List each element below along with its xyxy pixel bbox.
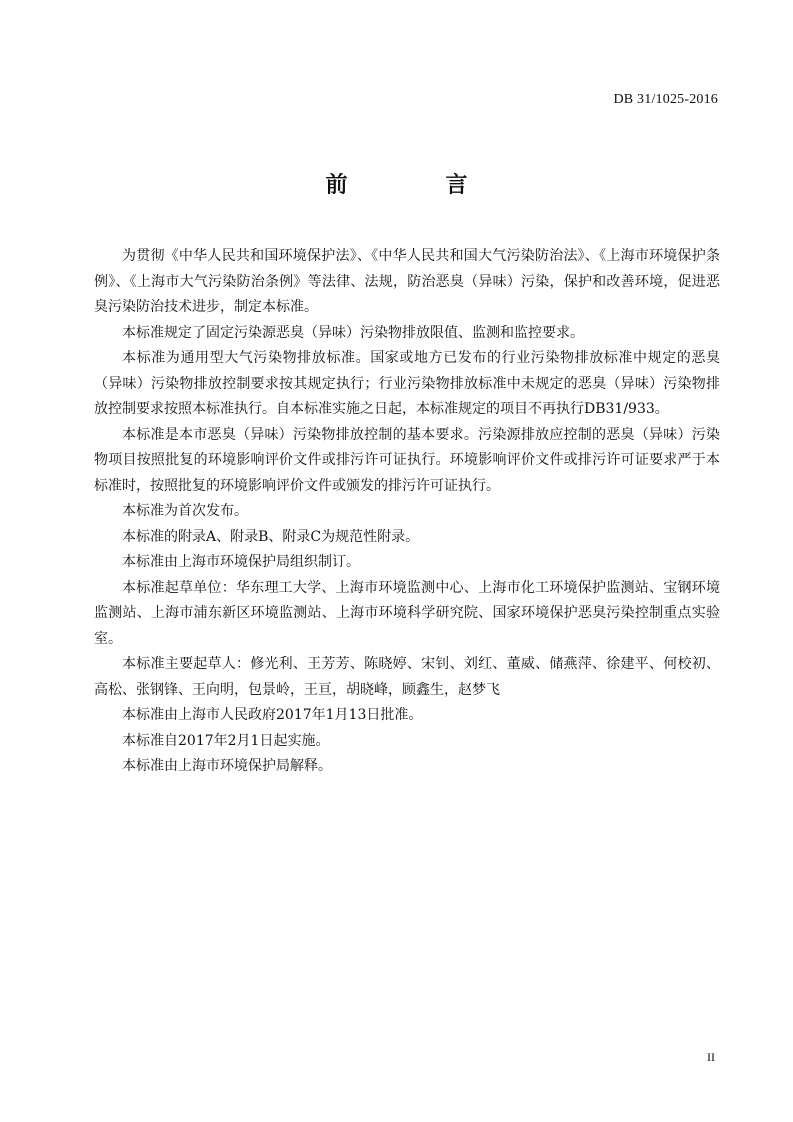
page-title: 前 言 bbox=[325, 173, 506, 198]
paragraph-drafting-units: 本标准起草单位：华东理工大学、上海市环境监测中心、上海市化工环境保护监测站、宝钢环境监测站、上海市浦东新区环境监测站、上海市环境科学研究院、国家环境保护恶臭污染控制重点实验室。 bbox=[94, 579, 720, 647]
paragraph-first-release: 本标准为首次发布。 bbox=[122, 503, 248, 519]
foreword-body bbox=[94, 244, 720, 780]
page-number: II bbox=[707, 1050, 715, 1064]
standard-number: DB 31/1025-2016 bbox=[613, 92, 718, 107]
paragraph-organizer: 本标准由上海市环境保护局组织制订。 bbox=[122, 554, 360, 570]
paragraph-effective-date: 本标准自2017年2月1日起实施。 bbox=[122, 732, 330, 749]
paragraph-applicability: 本标准为通用型大气污染物排放标准。国家或地方已发布的行业污染物排放标准中规定的恶臭（异味）污染物排放控制要求按其规定执行；行业污染物排放标准中未规定的恶臭（异味）污染物排放控制要求按照本标准执行。自本标准实施之日起，本标准规定的项目不再执行DB31/933。 bbox=[94, 350, 720, 417]
paragraph-appendices: 本标准的附录A、附录B、附录C为规范性附录。 bbox=[122, 528, 420, 545]
paragraph-interpretation: 本标准由上海市环境保护局解释。 bbox=[122, 758, 332, 774]
paragraph-purpose: 为贯彻《中华人民共和国环境保护法》、《中华人民共和国大气污染防治法》、《上海市环境保护条例》、《上海市大气污染防治条例》等法律、法规，防治恶臭（异味）污染，保护和改善环境，促进恶臭污染防治技术进步，制定本标准。 bbox=[94, 248, 720, 315]
paragraph-basic-requirements: 本标准是本市恶臭（异味）污染物排放控制的基本要求。污染源排放应控制的恶臭（异味）污染物项目按照批复的环境影响评价文件或排污许可证执行。环境影响评价文件或排污许可证要求严于本标准时，按照批复的环境影响评价文件或颁发的排污许可证执行。 bbox=[94, 426, 720, 494]
paragraph-drafters: 本标准主要起草人：修光利、王芳芳、陈晓婷、宋钊、刘红、董威、储燕萍、徐建平、何校初、高松、张钢锋、王向明，包景岭，王亘，胡晓峰，顾鑫生，赵梦飞 bbox=[94, 656, 720, 698]
paragraph-scope: 本标准规定了固定污染源恶臭（异味）污染物排放限值、监测和监控要求。 bbox=[122, 324, 584, 341]
paragraph-approval: 本标准由上海市人民政府2017年1月13日批准。 bbox=[122, 707, 423, 723]
